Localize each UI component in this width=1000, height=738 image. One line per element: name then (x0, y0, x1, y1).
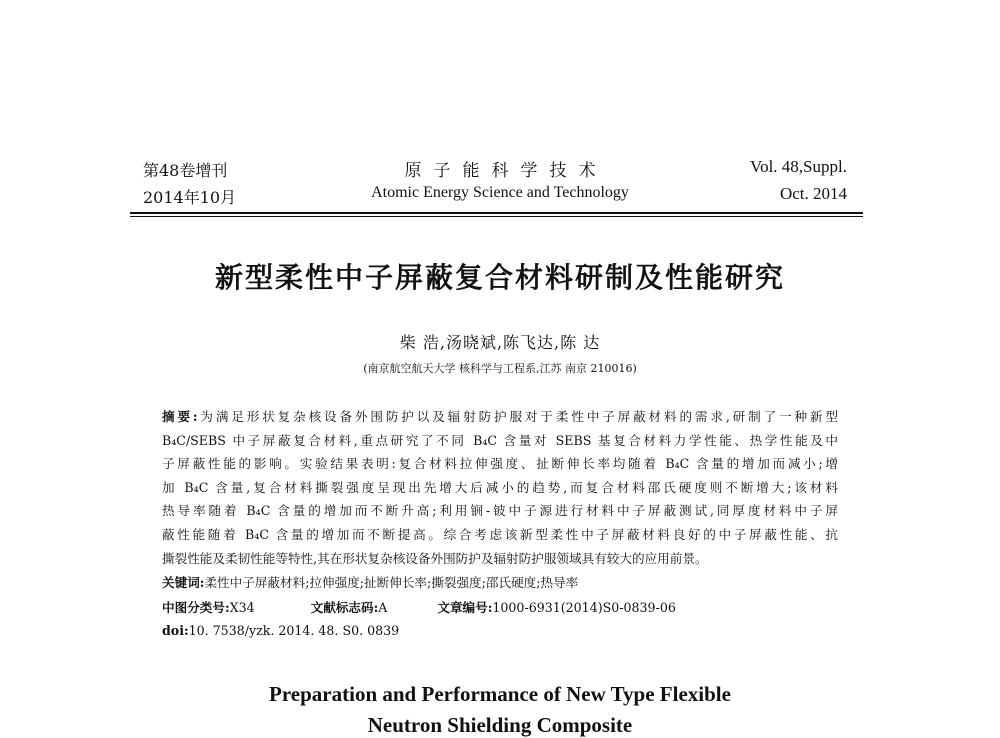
article-no-label: 文章编号: (437, 600, 493, 615)
abstract-line: 加 B₄C 含量,复合材料撕裂强度呈现出先增大后减小的趋势,而复合材料邵氏硬度则不断增大;该材料 (162, 479, 838, 495)
date-cn: 2014年10月 (143, 188, 237, 207)
date-en: Oct. 2014 (779, 184, 847, 203)
doc-code-value: A (378, 600, 388, 615)
doi-value: 10. 7538/yzk. 2014. 48. S0. 0839 (188, 623, 400, 638)
article-title-en-line2: Neutron Shielding Composite (367, 713, 633, 737)
article-title-en-line1: Preparation and Performance of New Type Flexible (269, 682, 731, 706)
keywords (162, 571, 838, 595)
volume-cn: 第48卷增刊 (143, 161, 228, 180)
doc-code-label: 文献标志码: (310, 600, 379, 615)
article-title-cn: 新型柔性中子屏蔽复合材料研制及性能研究 (214, 261, 785, 294)
keywords-label: 关键词: (162, 575, 205, 590)
keywords-text: 柔性中子屏蔽材料;拉伸强度;扯断伸长率;撕裂强度;邵氏硬度;热导率 (204, 575, 579, 590)
header-rule-thick (130, 212, 863, 214)
journal-title-cn: 原子能科学技术 (404, 161, 608, 181)
abstract-line: B₄C/SEBS 中子屏蔽复合材料,重点研究了不同 B₄C 含量对 SEBS 基复合材料力学性能、热学性能及中 (162, 432, 838, 448)
abstract-label: 摘要: (162, 409, 198, 424)
class-label: 中图分类号: (162, 600, 230, 615)
article-no-value: 1000-6931(2014)S0-0839-06 (492, 600, 676, 615)
class-value: X34 (229, 600, 255, 615)
abstract-line: 热导率随着 B₄C 含量的增加而不断升高;利用锎-铍中子源进行材料中子屏蔽测试,同厚度材料中子屏 (162, 503, 838, 519)
abstract-line: 蔽性能随着 B₄C 含量的增加而不断提高。综合考虑该新型柔性中子屏蔽材料良好的中子屏蔽性能、抗 (162, 526, 838, 542)
classification-line (162, 597, 676, 616)
abstract (162, 405, 838, 570)
doi-label: doi: (162, 623, 189, 638)
affiliation: (南京航空航天大学 核科学与工程系,江苏 南京 210016) (363, 362, 637, 375)
volume-en: Vol. 48,Suppl. (750, 157, 847, 176)
authors: 柴 浩,汤晓斌,陈飞达,陈 达 (399, 333, 601, 352)
doi-line (162, 623, 399, 638)
abstract-line: 撕裂性能及柔韧性能等特性,其在形状复杂核设备外围防护及辐射防护服领域具有较大的应用前景。 (162, 550, 708, 566)
abstract-line: 子屏蔽性能的影响。实验结果表明:复合材料拉伸强度、扯断伸长率均随着 B₄C 含量的增加而减小;增 (162, 456, 838, 472)
header-rule-thin (130, 216, 863, 217)
abstract-line: 摘要:为满足形状复杂核设备外围防护以及辐射防护服对于柔性中子屏蔽材料的需求,研制了一种新型 (162, 409, 838, 424)
journal-title-en: Atomic Energy Science and Technology (371, 184, 629, 201)
